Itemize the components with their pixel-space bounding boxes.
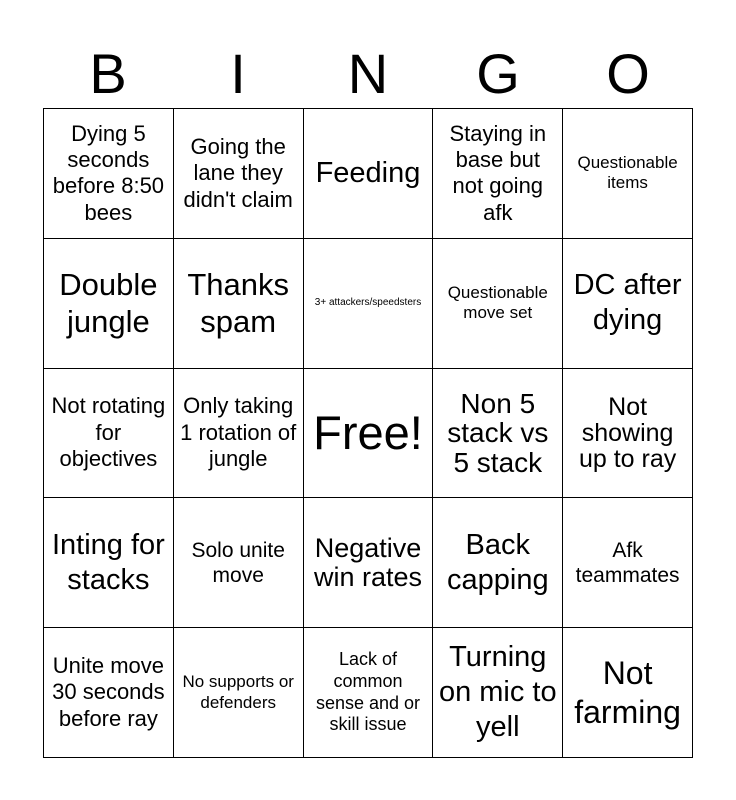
cell-text: Feeding — [315, 157, 421, 189]
cell-text: Staying in base but not going afk — [449, 120, 547, 225]
cell-text: Afk teammates — [575, 538, 680, 587]
bingo-cell[interactable] — [174, 109, 304, 239]
bingo-cell[interactable] — [563, 498, 693, 628]
bingo-cell[interactable] — [563, 239, 693, 369]
cell-text: Questionable items — [577, 153, 678, 193]
cell-text: Turning on mic to yell — [438, 641, 557, 743]
cell-text: Solo unite move — [191, 538, 285, 587]
bingo-cell[interactable] — [433, 628, 563, 758]
free-space-cell[interactable] — [304, 369, 434, 499]
bingo-cell[interactable] — [174, 628, 304, 758]
header-letter-b: B — [89, 42, 127, 105]
bingo-cell[interactable] — [44, 498, 174, 628]
bingo-cell[interactable] — [433, 239, 563, 369]
bingo-grid — [43, 108, 693, 758]
cell-text: Non 5 stack vs 5 stack — [447, 387, 549, 478]
bingo-cell[interactable] — [433, 369, 563, 499]
cell-text: Lack of common sense and or skill issue — [315, 649, 421, 735]
header-letter-n: N — [347, 42, 389, 105]
cell-text: Double jungle — [59, 267, 158, 340]
header-letter-o: O — [606, 42, 650, 105]
cell-text: Negative win rates — [313, 533, 423, 592]
bingo-cell[interactable] — [174, 498, 304, 628]
bingo-cell[interactable] — [304, 239, 434, 369]
cell-text: Not rotating for objectives — [51, 393, 166, 472]
cell-text: Going the lane they didn't claim — [183, 133, 293, 212]
bingo-cell[interactable] — [44, 239, 174, 369]
free-space-text: Free! — [313, 405, 423, 459]
bingo-cell[interactable] — [44, 369, 174, 499]
cell-text: Inting for stacks — [51, 528, 165, 596]
header-letter-i: I — [230, 42, 246, 105]
cell-text: Only taking 1 rotation of jungle — [180, 393, 297, 472]
cell-text: Thanks spam — [187, 267, 290, 340]
cell-text: 3+ attackers/speedsters — [314, 297, 422, 309]
cell-text: Not farming — [574, 655, 681, 730]
cell-text: Not showing up to ray — [578, 392, 677, 474]
cell-text: Back capping — [446, 528, 549, 596]
bingo-cell[interactable] — [44, 109, 174, 239]
bingo-cell[interactable] — [433, 109, 563, 239]
bingo-cell[interactable] — [44, 628, 174, 758]
bingo-header — [43, 40, 693, 108]
header-letter-g: G — [476, 42, 520, 105]
cell-text: No supports or defenders — [182, 672, 294, 712]
bingo-cell[interactable] — [174, 239, 304, 369]
bingo-cell[interactable] — [304, 109, 434, 239]
cell-text: Unite move 30 seconds before ray — [52, 653, 165, 731]
cell-text: Dying 5 seconds before 8:50 bees — [52, 120, 165, 225]
cell-text: DC after dying — [573, 269, 682, 337]
bingo-cell[interactable] — [304, 498, 434, 628]
bingo-cell[interactable] — [433, 498, 563, 628]
bingo-cell[interactable] — [174, 369, 304, 499]
bingo-cell[interactable] — [563, 369, 693, 499]
bingo-cell[interactable] — [563, 109, 693, 239]
bingo-cell[interactable] — [304, 628, 434, 758]
cell-text: Questionable move set — [447, 282, 548, 323]
bingo-cell[interactable] — [563, 628, 693, 758]
